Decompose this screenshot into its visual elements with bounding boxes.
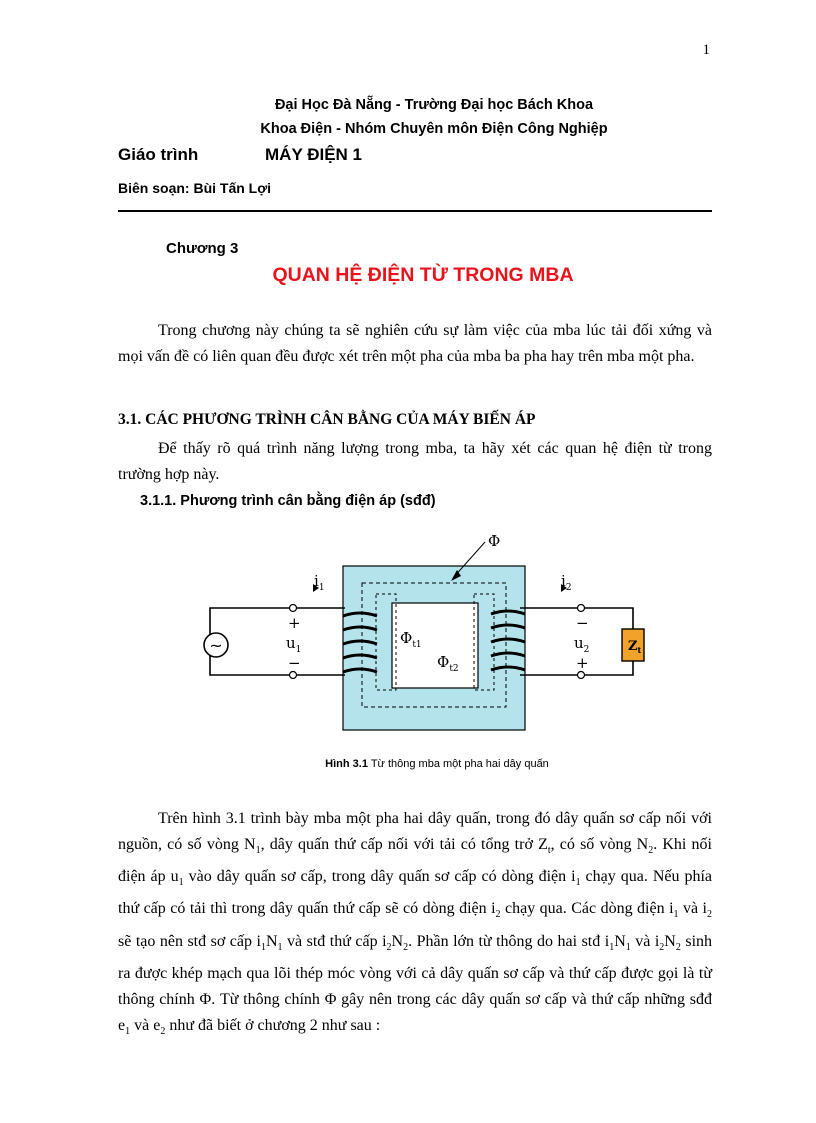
primary-terminal-bottom: [290, 672, 297, 679]
body-paragraph: [118, 806, 712, 1045]
phi-t2-label: $\Phi_{t2}$: [437, 653, 459, 674]
intro-paragraph: Trong chương này chúng ta sẽ nghiên cứu sự làm việc của mba lúc tải đối xứng và mọi vấn đề có liên quan đều được xét trên một pha của mba ba pha hay trên mba một pha.: [118, 322, 712, 365]
text-run: , dây quấn thứ cấp nối với tải có tổng trở Z: [260, 836, 548, 853]
text-run: như đã biết ở chương 2 như sau :: [165, 1016, 381, 1034]
text-run: và i: [630, 932, 660, 950]
phi-t1-label: $\Phi_{t1}$: [400, 629, 422, 650]
section-paragraph: Để thấy rõ quá trình năng lượng trong mba, ta hãy xét các quan hệ điện từ trong trường hợp này.: [118, 440, 712, 483]
text-run: Trên hình 3.1 trình bày mba một pha hai dây quấn, trong đó dây quấn sơ cấp nối với nguồn, có số vòng N: [118, 810, 712, 853]
subscript: 1: [277, 941, 283, 953]
subscript: 1: [609, 941, 615, 953]
textbook-label: Giáo trình: [118, 145, 199, 164]
text-run: sẽ tạo nên stđ sơ cấp i: [118, 932, 261, 950]
text-run: . Phần lớn từ thông do hai stđ i: [408, 932, 610, 950]
chapter-title: QUAN HỆ ĐIỆN TỪ TRONG MBA: [272, 264, 574, 286]
text-run: sinh ra được khép mạch qua lõi thép móc vòng với cả dây quấn sơ cấp và thứ cấp được gọi là từ thông chính Φ. Từ thông chính Φ gây nên trong các dây quấn sơ cấp và thứ cấp những sđđ e: [118, 932, 713, 1034]
primary-minus: −: [288, 654, 301, 672]
primary-plus: +: [288, 614, 301, 632]
transformer-figure: [195, 528, 655, 750]
primary-terminal-top: [290, 605, 297, 612]
subscript: 2: [403, 941, 409, 953]
subscript: 1: [575, 877, 581, 889]
subscript: 2: [386, 941, 392, 953]
page-number: 1: [702, 42, 710, 58]
u2-label: $u_2$: [574, 634, 590, 655]
subscript: 2: [675, 941, 681, 953]
subscript: 1: [255, 845, 261, 857]
load-wire-bottom: [584, 661, 633, 675]
author-line: Biên soạn: Bùi Tấn Lợi: [118, 180, 272, 196]
subscript: 1: [178, 877, 184, 889]
ac-source-symbol: ~: [209, 636, 223, 655]
secondary-terminal-bottom: [578, 672, 585, 679]
text-run: , có số vòng N: [550, 836, 649, 853]
subscript: 2: [160, 1025, 166, 1037]
text-run: N: [614, 932, 626, 950]
textbook-title: MÁY ĐIỆN 1: [265, 145, 362, 164]
text-run: và stđ thứ cấp i: [282, 932, 387, 950]
text-run: chạy qua. Nếu phía thứ cấp có tải thì trong dây quấn thứ cấp sẽ có dòng điện i: [118, 868, 713, 918]
load-wire-top: [584, 608, 633, 629]
chapter-label: Chương 3: [166, 240, 239, 257]
text-run: và i: [678, 900, 707, 918]
text-run: N: [391, 932, 404, 950]
subscript: 2: [659, 941, 665, 953]
subscript: 2: [495, 909, 501, 921]
text-run: vào dây quấn sơ cấp, trong dây quấn sơ cấp có dòng điện i: [183, 868, 576, 886]
subsection-title: 3.1.1. Phương trình cân bằng điện áp (sđđ): [140, 493, 436, 509]
flux-label: Φ: [488, 532, 501, 550]
subscript: t: [547, 845, 551, 857]
subscript: 2: [648, 845, 654, 857]
i2-label: $i_2$: [561, 572, 572, 593]
university-line: Đại Học Đà Nẵng - Trường Đại học Bách Khoa: [274, 97, 594, 113]
load-label: $Z_t$: [628, 639, 642, 655]
section-title: 3.1. CÁC PHƯƠNG TRÌNH CÂN BẰNG CỦA MÁY BIẾN ÁP: [118, 411, 536, 428]
subscript: 1: [125, 1025, 131, 1037]
secondary-plus: +: [576, 654, 589, 672]
subscript: 1: [260, 941, 266, 953]
text-run: và e: [130, 1016, 161, 1034]
subscript: 1: [673, 909, 679, 921]
text-run: N: [664, 932, 676, 950]
header-divider: [118, 210, 712, 212]
figure-caption: Hình 3.1 Từ thông mba một pha hai dây quấn: [325, 758, 549, 770]
u1-label: $u_1$: [286, 634, 302, 655]
text-run: . Khi nối điện áp u: [118, 836, 712, 886]
i1-label: $i_1$: [314, 572, 325, 593]
subscript: 2: [707, 909, 712, 921]
text-run: chạy qua. Các dòng điện i: [500, 900, 674, 918]
faculty-line: Khoa Điện - Nhóm Chuyên môn Điện Công Nghiệp: [260, 121, 608, 137]
secondary-minus: −: [576, 614, 589, 632]
secondary-terminal-top: [578, 605, 585, 612]
subscript: 1: [625, 941, 631, 953]
text-run: N: [265, 932, 278, 950]
